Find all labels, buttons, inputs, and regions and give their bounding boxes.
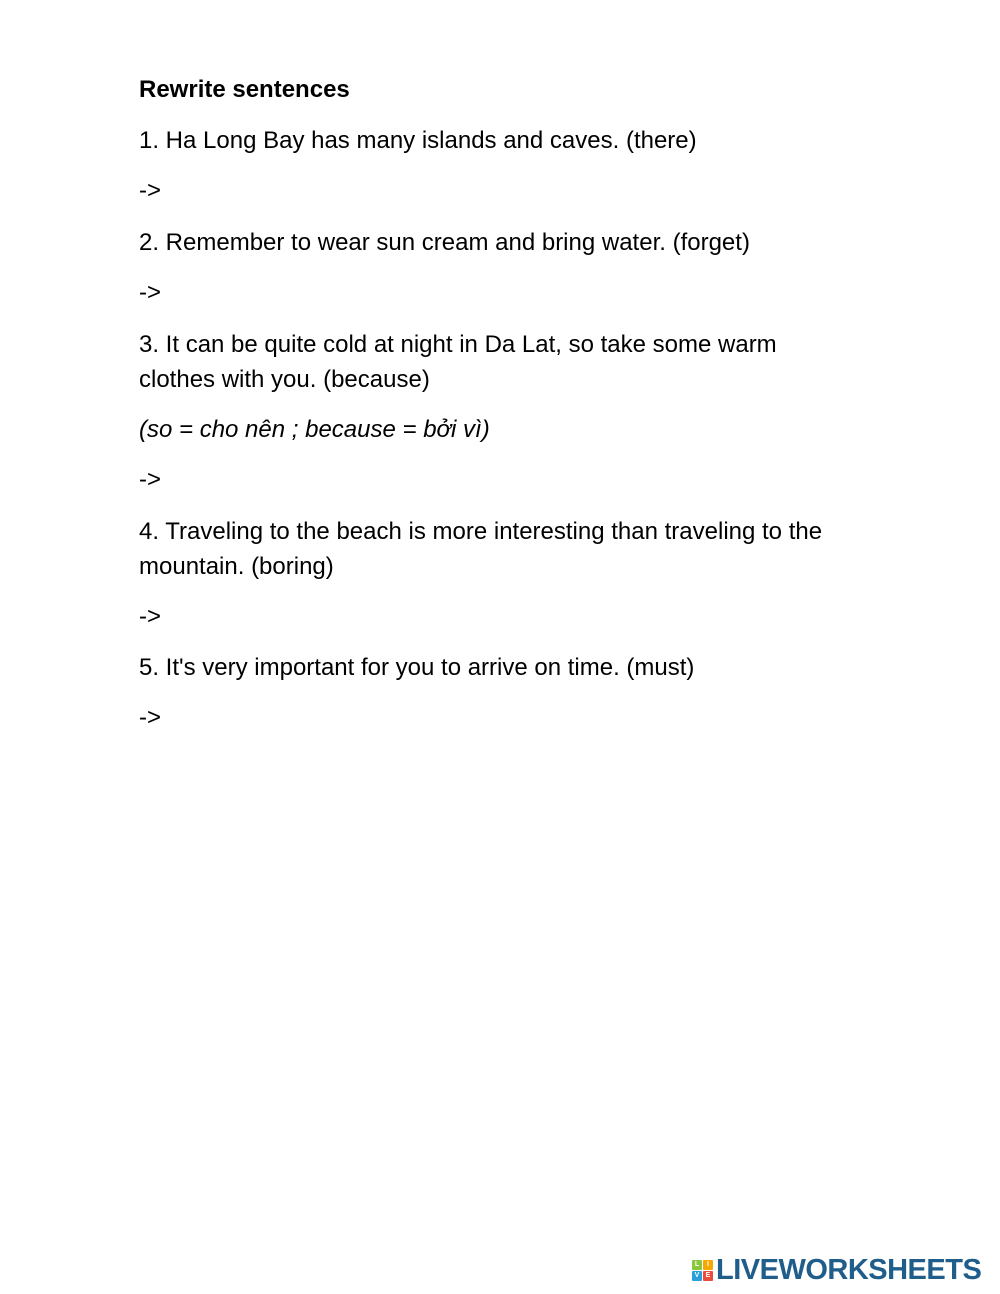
logo-tile-e: E bbox=[703, 1271, 713, 1281]
worksheet-title: Rewrite sentences bbox=[139, 76, 350, 103]
logo-tile-i: I bbox=[703, 1260, 713, 1270]
question-2: 2. Remember to wear sun cream and bring water. (forget) bbox=[139, 229, 750, 256]
question-3-note: (so = cho nên ; because = bởi vì) bbox=[139, 416, 490, 443]
answer-prompt-4[interactable]: -> bbox=[139, 603, 162, 630]
answer-prompt-5[interactable]: -> bbox=[139, 704, 162, 731]
logo-tile-v: V bbox=[692, 1271, 702, 1281]
liveworksheets-logo bbox=[692, 1255, 981, 1285]
question-5: 5. It's very important for you to arrive on time. (must) bbox=[139, 654, 695, 681]
answer-prompt-1[interactable]: -> bbox=[139, 177, 162, 204]
answer-prompt-3[interactable]: -> bbox=[139, 466, 162, 493]
liveworksheets-logo-icon bbox=[692, 1260, 713, 1281]
question-3: 3. It can be quite cold at night in Da Lat, so take some warm clothes with you. (because) bbox=[139, 331, 777, 393]
question-1: 1. Ha Long Bay has many islands and caves. (there) bbox=[139, 127, 697, 154]
answer-prompt-2[interactable]: -> bbox=[139, 279, 162, 306]
liveworksheets-logo-text: LIVEWORKSHEETS bbox=[716, 1254, 982, 1286]
logo-tile-l: L bbox=[692, 1260, 702, 1270]
question-4: 4. Traveling to the beach is more interesting than traveling to the mountain. (boring) bbox=[139, 518, 823, 580]
